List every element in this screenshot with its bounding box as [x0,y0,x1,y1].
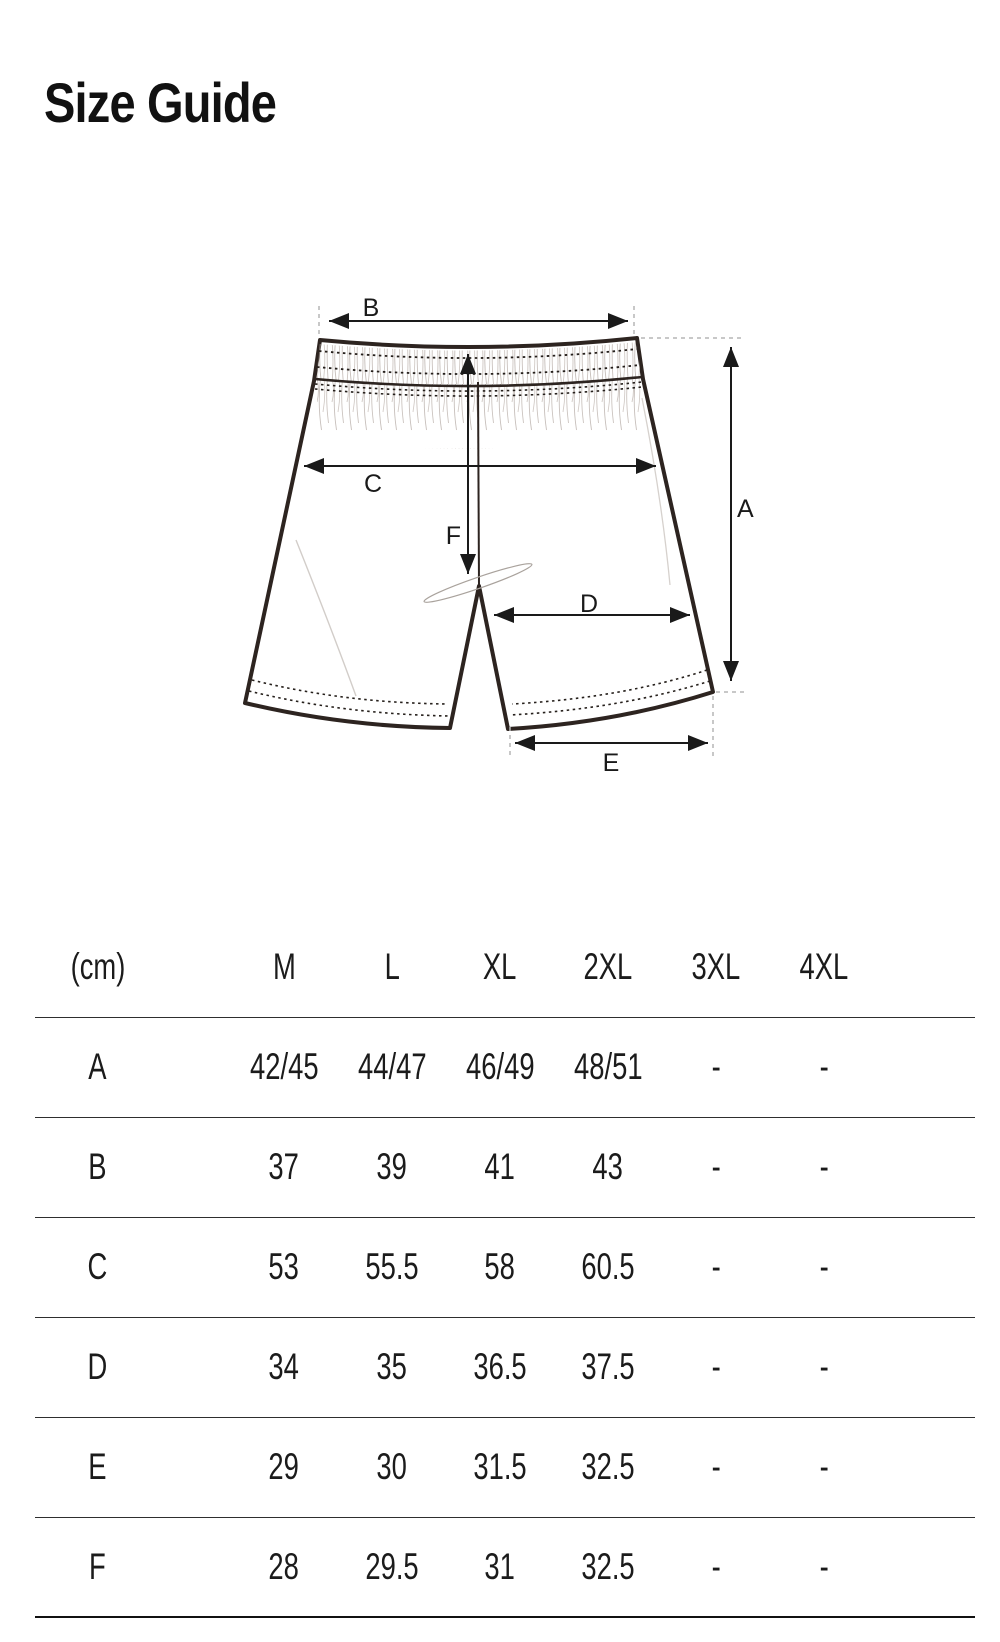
table-row-d [35,1317,975,1417]
cell: 36.5 [473,1346,527,1387]
cell: - [711,1446,721,1487]
cell: - [711,1046,721,1087]
cell: - [711,1246,721,1287]
cell: - [819,1346,829,1387]
cell: 41 [484,1146,516,1187]
cell: 48/51 [573,1046,643,1087]
table-row-a [35,1017,975,1117]
row-label: C [87,1246,108,1287]
cell: 39 [376,1146,408,1187]
dimension-label-f: F [445,522,461,550]
table-row-f [35,1517,975,1617]
cell: 58 [484,1246,516,1287]
table-row-c [35,1217,975,1317]
cell: - [819,1545,829,1587]
dimension-label-e: E [602,749,620,777]
dimension-label-c: C [363,470,383,498]
cell: - [711,1346,721,1387]
cell: 34 [268,1346,300,1387]
cell: - [819,1446,829,1487]
cell: 35 [376,1346,408,1387]
cell: 46/49 [465,1046,535,1087]
column-header-3xl: 3XL [691,945,741,987]
spacer-cell [878,1517,975,1617]
row-label: F [89,1545,106,1587]
table-row-e [35,1417,975,1517]
size-table-wrap [35,917,975,1618]
size-table [35,917,975,1618]
cell: - [711,1146,721,1187]
column-header-4xl: 4XL [799,945,849,987]
spacer-cell [878,917,975,1017]
table-header-row [35,917,975,1017]
dimension-label-a: A [737,495,754,523]
spacer-cell [878,1217,975,1317]
cell: 43 [592,1146,624,1187]
cell: 32.5 [581,1446,635,1487]
column-header-xl: XL [483,945,517,987]
cell: - [819,1246,829,1287]
cell: 42/45 [249,1046,319,1087]
dimension-label-b: B [362,294,380,322]
center-seam [478,382,479,586]
cell: - [711,1545,721,1587]
row-label: A [88,1046,107,1087]
cell: 29.5 [365,1545,419,1587]
cell: 28 [268,1545,300,1587]
column-header-2xl: 2XL [583,945,633,987]
cell: 60.5 [581,1246,635,1287]
row-label: B [88,1146,107,1187]
spacer-cell [878,1417,975,1517]
cell: 44/47 [357,1046,427,1087]
cell: 31 [484,1545,516,1587]
cell: 31.5 [473,1446,527,1487]
cell: - [819,1046,829,1087]
cell: 37.5 [581,1346,635,1387]
spacer-cell [878,1117,975,1217]
dimension-label-d: D [579,590,599,618]
cell: - [819,1146,829,1187]
cell: 32.5 [581,1545,635,1587]
page-title: Size Guide [44,71,277,134]
cell: 37 [268,1146,300,1187]
unit-header-cell: (cm) [70,945,125,987]
row-label: E [88,1446,107,1487]
spacer-cell [878,1317,975,1417]
spacer-cell [878,1017,975,1117]
column-header-l: L [384,945,400,987]
cell: 53 [268,1246,300,1287]
column-header-m: M [272,945,296,987]
cell: 55.5 [365,1246,419,1287]
cell: 30 [376,1446,408,1487]
row-label: D [87,1346,108,1387]
table-row-b [35,1117,975,1217]
cell: 29 [268,1446,300,1487]
